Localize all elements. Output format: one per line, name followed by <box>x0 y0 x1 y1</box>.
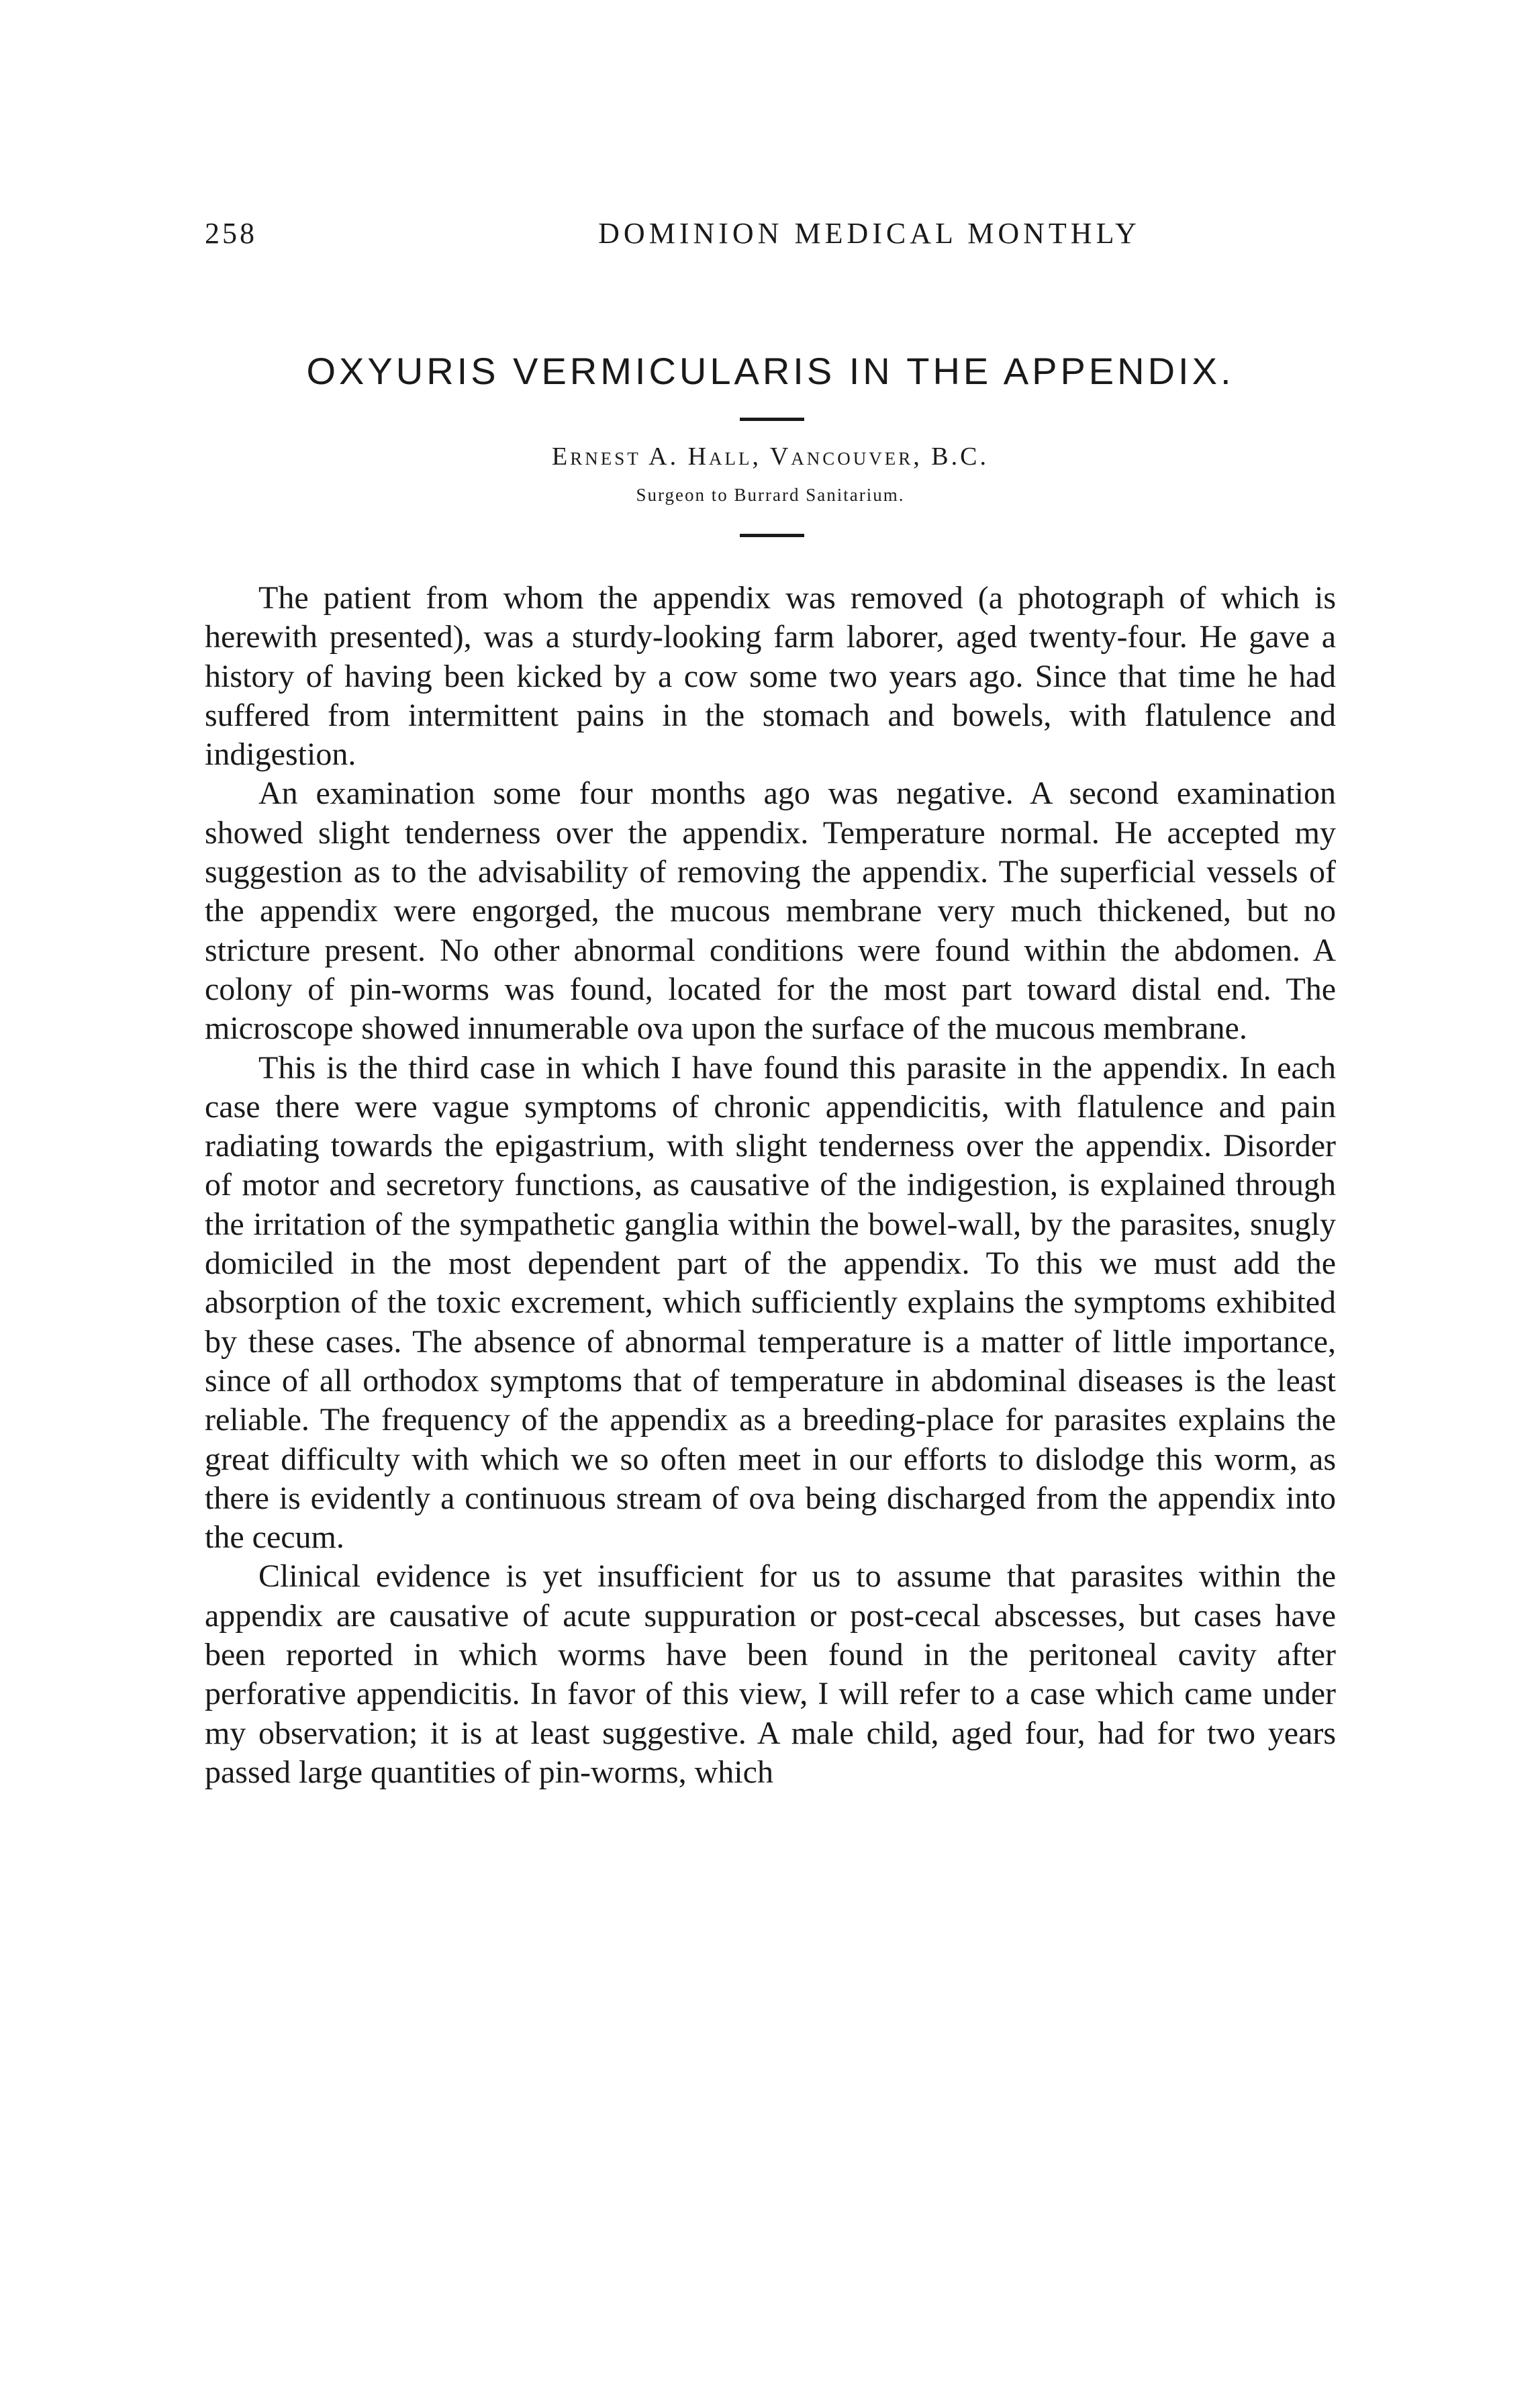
page-number: 258 <box>205 217 257 250</box>
journal-name: DOMINION MEDICAL MONTHLY <box>598 217 1141 250</box>
running-head <box>205 216 1336 256</box>
byline-divider <box>740 534 804 537</box>
article-title: OXYURIS VERMICULARIS IN THE APPENDIX. <box>306 350 1235 392</box>
title-divider <box>740 418 804 421</box>
body-paragraph: This is the third case in which I have found this parasite in the appendix. In each case there were vague symptoms of chronic appendicitis, with flatulence and pain radiating towards the epigastrium, with slight tenderness over the appendix. Disorder of motor and secretory functions, as causative of the indigestion, is explained through the irritation of the sympathetic ganglia within the bowel-wall, by the parasites, snugly domiciled in the most dependent part of the appendix. To this we must add the absorption of the toxic excrement, which sufficiently explains the symptoms exhibited by these cases. The absence of abnormal temperature is a matter of little importance, since of all orthodox symptoms that of temperature in abdominal diseases is the least reliable. The frequency of the appendix as a breeding-place for parasites explains the great difficulty with which we so often meet in our efforts to dislodge this worm, as there is evidently a continuous stream of ova being discharged from the appendix into the cecum. <box>205 1049 1336 1556</box>
author-affiliation: Surgeon to Burrard Sanitarium. <box>636 485 905 505</box>
body-paragraph: The patient from whom the appendix was removed (a photograph of which is herewith presented), was a sturdy-looking farm laborer, aged twenty-four. He gave a history of having been kicked by a cow some two years ago. Since that time he had suffered from intermittent pains in the stomach and bowels, with flatulence and indigestion. <box>205 580 1336 773</box>
body-paragraph: An examination some four months ago was negative. A second examination showed slight tenderness over the appendix. Temperature normal. He accepted my suggestion as to the advisability of removing the appendix. The superficial vessels of the appendix were engorged, the mucous membrane very much thickened, but no stricture present. No other abnormal conditions were found within the abdomen. A colony of pin-worms was found, located for the most part toward distal end. The microscope showed innumerable ova upon the surface of the mucous membrane. <box>205 775 1336 1047</box>
body-paragraph: Clinical evidence is yet insufficient for us to assume that parasites within the appendix are causative of acute suppuration or post-cecal abscesses, but cases have been reported in which worms have been found in the peritoneal cavity after perforative appendicitis. In favor of this view, I will refer to a case which came under my observation; it is at least suggestive. A male child, aged four, had for two years passed large quantities of pin-worms, which <box>205 1558 1336 1790</box>
article-body <box>205 579 1336 1792</box>
author-line: Ernest A. Hall, Vancouver, B.C. <box>552 442 989 471</box>
